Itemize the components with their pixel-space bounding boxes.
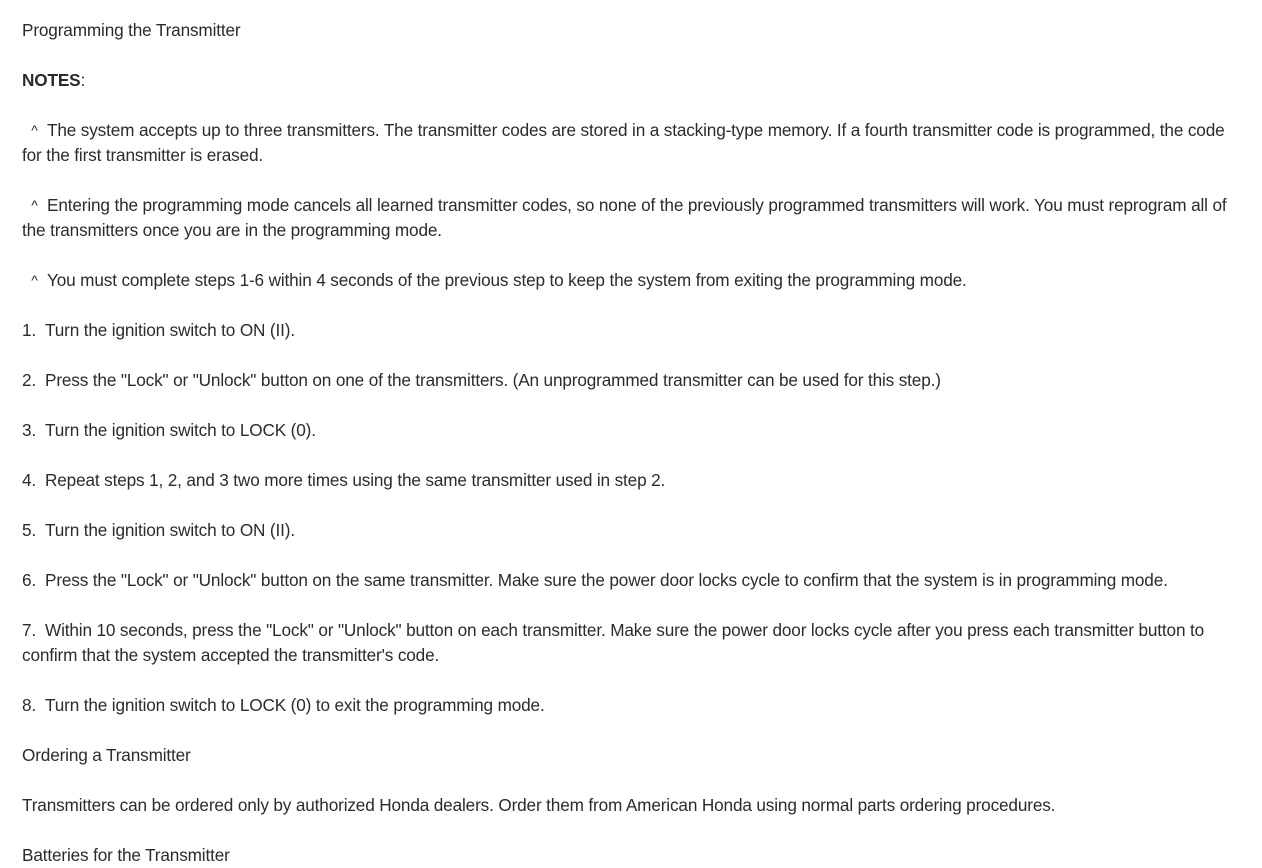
step-number: 3. xyxy=(22,420,37,440)
caret-bullet-icon: ^ xyxy=(31,197,38,213)
step-text: Repeat steps 1, 2, and 3 two more times using the same transmitter used in step 2. xyxy=(45,470,666,490)
note-item xyxy=(22,118,1244,168)
step-text: Press the "Lock" or "Unlock" button on the same transmitter. Make sure the power door locks cycle to confirm that the system is in programming mode. xyxy=(45,570,1168,590)
step-item xyxy=(22,418,1244,443)
note-text: The system accepts up to three transmitters. The transmitter codes are stored in a stacking-type memory. If a fourth transmitter code is programmed, the code for the first transmitter is erased. xyxy=(22,120,1225,165)
step-item xyxy=(22,693,1244,718)
notes-heading xyxy=(22,68,1244,93)
step-number: 2. xyxy=(22,370,37,390)
note-text: Entering the programming mode cancels all learned transmitter codes, so none of the previously programmed transmitters will work. You must reprogram all of the transmitters once you are in the programming mode. xyxy=(22,195,1227,240)
step-item xyxy=(22,318,1244,343)
section-heading-programming: Programming the Transmitter xyxy=(22,20,241,40)
step-item xyxy=(22,468,1244,493)
note-item xyxy=(22,268,1244,293)
notes-colon: : xyxy=(80,70,86,90)
step-number: 4. xyxy=(22,470,37,490)
step-text: Within 10 seconds, press the "Lock" or "Unlock" button on each transmitter. Make sure the power door locks cycle after you press each transmitter button to confirm that the system accepted the transmitter's code. xyxy=(22,620,1205,665)
caret-bullet-icon: ^ xyxy=(31,122,38,138)
step-item xyxy=(22,368,1244,393)
step-item xyxy=(22,618,1244,668)
step-text: Turn the ignition switch to ON (II). xyxy=(45,320,295,340)
note-text: You must complete steps 1-6 within 4 seconds of the previous step to keep the system from exiting the programming mode. xyxy=(47,270,967,290)
step-text: Turn the ignition switch to LOCK (0). xyxy=(45,420,316,440)
step-text: Turn the ignition switch to LOCK (0) to exit the programming mode. xyxy=(45,695,545,715)
step-number: 7. xyxy=(22,620,37,640)
notes-label: NOTES xyxy=(22,70,81,90)
step-text: Turn the ignition switch to ON (II). xyxy=(45,520,295,540)
step-number: 8. xyxy=(22,695,37,715)
ordering-paragraph: Transmitters can be ordered only by authorized Honda dealers. Order them from American Honda using normal parts ordering procedures. xyxy=(22,795,1056,815)
step-item xyxy=(22,518,1244,543)
step-number: 6. xyxy=(22,570,37,590)
step-text: Press the "Lock" or "Unlock" button on one of the transmitters. (An unprogrammed transmitter can be used for this step.) xyxy=(45,370,941,390)
note-item xyxy=(22,193,1244,243)
step-number: 5. xyxy=(22,520,37,540)
section-heading-ordering: Ordering a Transmitter xyxy=(22,745,191,765)
step-number: 1. xyxy=(22,320,37,340)
section-heading-batteries: Batteries for the Transmitter xyxy=(22,845,230,865)
caret-bullet-icon: ^ xyxy=(31,272,38,288)
step-item xyxy=(22,568,1244,593)
